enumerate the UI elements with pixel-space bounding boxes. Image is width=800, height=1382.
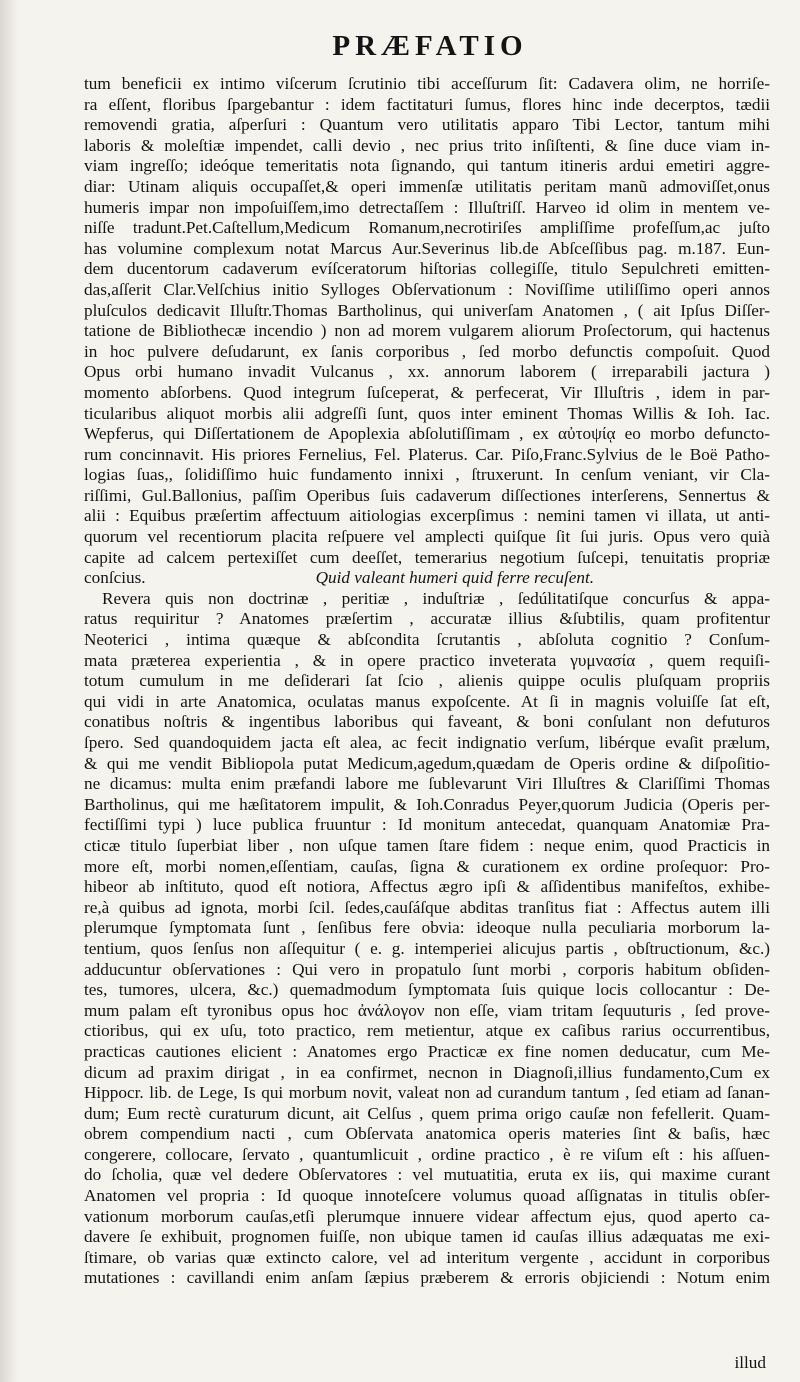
text-line: alii : Equibus præſertim affectuum aitiologias excerpſimus : nemini tamen vi illata, ut anti- <box>84 506 770 526</box>
text-line: momento abſorbens. Quod integrum ſuſceperat, & perfecerat, Vir Illuſtris , idem in par- <box>84 382 770 402</box>
text-line: plerumque ſymptomata ſunt , ſenſibus fere obvia: ideoque nulla peculiaria morborum la- <box>84 918 770 938</box>
text-line: in hoc pulvere deſudarunt, ex ſanis corporibus , ſed morbo defunctis compoſuit. Quod <box>84 341 770 361</box>
text-line: dem ducentorum cadaverum evíſceratorum hiſtorias collegiſſe, titulo Sepulchreti emitten- <box>84 259 770 279</box>
text-line: niſſe tradunt.Pet.Caſtellum,Medicum Romanum,necrotiriſes ampliſſime profeſſum,ac juſto <box>84 218 770 238</box>
text-line: Wepferus, qui Diſſertationem de Apoplexia abſolutiſſimam , ex αὐτοψίᾳ eo morbo defuncto- <box>84 424 770 444</box>
text-line: & qui me vendit Bibliopola putat Medicum,agedum,quædam de Operis ordine & diſpoſitio- <box>84 753 770 773</box>
text-line: Neoterici , intima quæque & abſcondita ſcrutantis , abſoluta cognitio ? Conſum- <box>84 630 770 650</box>
text-line: ratus requiritur ? Anatomes præſertim , accuratæ illius &ſubtilis, quam profitentur <box>84 609 770 629</box>
text-line: practicas cautiones elicient : Anatomes ergo Practicæ ex fine nomen deducatur, cum Me- <box>84 1041 770 1061</box>
text-line: ne dicamus: multa enim præfandi labore me ſublevarunt Viri Illuſtres & Clariſſimi Thomas <box>84 774 770 794</box>
text-line: das,aſſerit Clar.Velſchius initio Sylloges Obſervationum : Noviſſime utiliſſimo operi annos <box>84 279 770 299</box>
text-line: ticularibus aliquot morbis alii adgreſſi ſunt, quos inter eminent Thomas Willis & Ioh. Iac. <box>84 403 770 423</box>
text-line: ra eſſent, floribus ſpargebantur : idem factitaturi ſumus, flores hinc inde decerptos, tædii <box>84 94 770 114</box>
text-line: qui vidi in arte Anatomica, oculatas manus expoſcente. At ſi in magnis voluiſſe ſat eſt, <box>84 691 770 711</box>
text-line: dum; Eum rectè curaturum dicunt, ait Celſus , quem prima origo cauſæ non fefellerit. Quam- <box>84 1103 770 1123</box>
text-line: totum cumulum in me deſiderari ſat ſcio , alienis quippe oculis pluſquam propriis <box>84 671 770 691</box>
text-line: Revera quis non doctrinæ , peritiæ , induſtriæ , ſedúlitatiſque concurſus & appa- <box>102 588 770 608</box>
text-line: obrem compendium nacti , cum Obſervata anatomica operis materies ſint & baſis, hæc <box>84 1124 770 1144</box>
text-line: riſſimi, Gul.Ballonius, paſſim Operibus ſuis cadaverum diſſectiones interſerens, Sennertus & <box>84 485 770 505</box>
text-line: mata præterea experientia , & in opere practico inveterata γυμνασία , quem requiſi- <box>84 650 770 670</box>
text-line: Hippocr. lib. de Lege, Is qui morbum novit, valeat non ad curandum tantum , ſed etiam ad ſanan- <box>84 1083 770 1103</box>
text-line: do ſcholia, quæ vel dedere Obſervatores : vel mutuatitia, eruta ex iis, qui maxime curant <box>84 1165 770 1185</box>
text-line: conatibus noſtris & ingentibus laboribus qui faveant, & boni conſulant non defuturos <box>84 712 770 732</box>
text-line: tes, tumores, ulcera, &c.) quemadmodum ſymptomata ſuis quique locis collocantur : De- <box>84 980 770 1000</box>
text-line: tatione de Bibliothecæ incendio ) non ad morem vulgarem aliorum Proſectorum, qui hactenus <box>84 321 770 341</box>
text-line: cticæ titulo ſuperbiat liber , non uſque tamen ſtare fidem : neque enim, quod Practicis in <box>84 835 770 855</box>
text-line: ſpero. Sed quandoquidem jacta eſt alea, ac fecit indignatio verſum, libérque evaſit prælum, <box>84 733 770 752</box>
page-header: PRÆFATIO <box>332 30 528 62</box>
catchword: illud <box>734 1353 766 1372</box>
text-line: quorum vel recentiorum placita reſpuere vel amplecti quiſque ſit ſui juris. Opus vero quià <box>84 527 770 547</box>
text-line: ſtimare, ob varias quæ extincto calore, vel ad interitum vergente , accidunt in corporibus <box>84 1247 770 1267</box>
body-text <box>84 74 770 1289</box>
text-line: re,à quibus ad ignota, morbi ſcil. ſedes,cauſáſque abditas tranſitus fiat : Affectus autem illi <box>84 897 770 917</box>
text-line: tentium, quos ſenſus non aſſequitur ( e. g. intemperiei alicujus partis , obſtructionum, &c.) <box>84 938 770 958</box>
text-line: Bartholinus, qui me hæſitatorem impulit, & Ioh.Conradus Peyer,quorum Judicia (Operis per- <box>84 794 770 814</box>
text-line: has volumine complexum notat Marcus Aur.Severinus lib.de Abſceſſibus pag. m.187. Eun- <box>84 238 770 258</box>
text-line: humeris impar non impoſuiſſem,imo detrectaſſem : Illuſtriſſ. Harveo id olim in mentem ve- <box>84 197 770 217</box>
text-line: pluſculos dedicavit Illuſtr.Thomas Bartholinus, qui univerſam Anatomen , ( ait Ipſus Diſſer- <box>84 300 770 320</box>
text-line: mum palam eſt tyronibus opus hoc ἀνάλογον non eſſe, viam tritam ſequuturis , ſed prove- <box>84 1000 770 1020</box>
text-line: vationum morborum cauſas,etſi plerumque innuere videar affectum ejus, quod aperto ca- <box>84 1206 770 1226</box>
text-line: rum concinnavit. His priores Fernelius, Fel. Platerus. Car. Piſo,Franc.Sylvius de le Boë Patho- <box>84 444 770 464</box>
text-line: diar: Utinam aliquis occupaſſet,& operi immenſæ utilitatis peritam manũ admoviſſet,onus <box>84 176 770 196</box>
text-line: fectiſſimi typi ) luce publica fruuntur : Id monitum antecedat, quanquam Anatomiæ Pra- <box>84 815 770 835</box>
quote-line: Quid valeant humeri quid ferre recuſent. <box>315 568 595 588</box>
text-line: mutationes : cavillandi enim anſam ſæpius præberem & erroris objiciendi : Notum enim <box>84 1268 770 1288</box>
text-line: dicum ad praxim dirigat , in ea confirmet, necnon in Diagnoſi,illius fundamento,Cum ex <box>84 1062 770 1082</box>
text-line: hibeor ab inſtituto, quod eſt notiora, Affectus ægro ipſi & aſſidentibus manifeſtos, exhibe- <box>84 877 770 897</box>
text-line: viam ingreſſo; ideóque temeritatis nota ſignando, qui tantum itineris ardui emetiri aggre- <box>84 156 770 176</box>
text-line: ctioribus, qui ex uſu, toto practico, rem metientur, atque ex caſibus rarius occurrentibus, <box>84 1021 770 1041</box>
text-line: removendi gratia, aſperſuri : Quantum vero utilitatis apparo Tibi Lector, tantum mihi <box>84 115 770 135</box>
text-line: conſcius. Quid valeant humeri quid ferre recuſent. <box>84 568 595 588</box>
text-line: adducuntur obſervationes : Qui vero in propatulo ſunt morbi , corporis habitum obſiden- <box>84 959 770 979</box>
text-line: davere ſe exhibuit, prognomen fuiſſe, non ubique tamen id cauſas illius adæquatas me exi- <box>84 1227 770 1247</box>
text-line: more eſt, morbi nomen,eſſentiam, cauſas, ſigna & curationem ex ordine proſequor: Pro- <box>84 856 770 876</box>
text-line: Anatomen vel propria : Id quoque innoteſcere volumus quoad aſſignatas in titulis obſer- <box>84 1186 770 1206</box>
text-line: congerere, collocare, ſervato , quantumlicuit , ordine practico , è re viſum eſt : his aſſuen- <box>84 1144 770 1164</box>
text-line: Opus orbi humano invadit Vulcanus , xx. annorum laborem ( irreparabili jactura ) <box>84 362 770 382</box>
text-line: logias ſuas,, ſolidiſſimo huic fundamento innixi , ſtruxerunt. In cenſum veniant, vir Cla- <box>84 465 770 485</box>
text-line: laboris & moleſtiæ impendet, calli devio , nec prius trito inſiſtenti, & ſine duce viam in- <box>84 135 770 155</box>
text-line: capite ad calcem pertexiſſet cum deeſſet, temerarius negotium ſuſcepi, tenuitatis propriæ <box>84 547 770 567</box>
text-line: tum beneficii ex intimo viſcerum ſcrutinio tibi acceſſurum ſit: Cadavera olim, ne horriſe- <box>84 74 770 93</box>
